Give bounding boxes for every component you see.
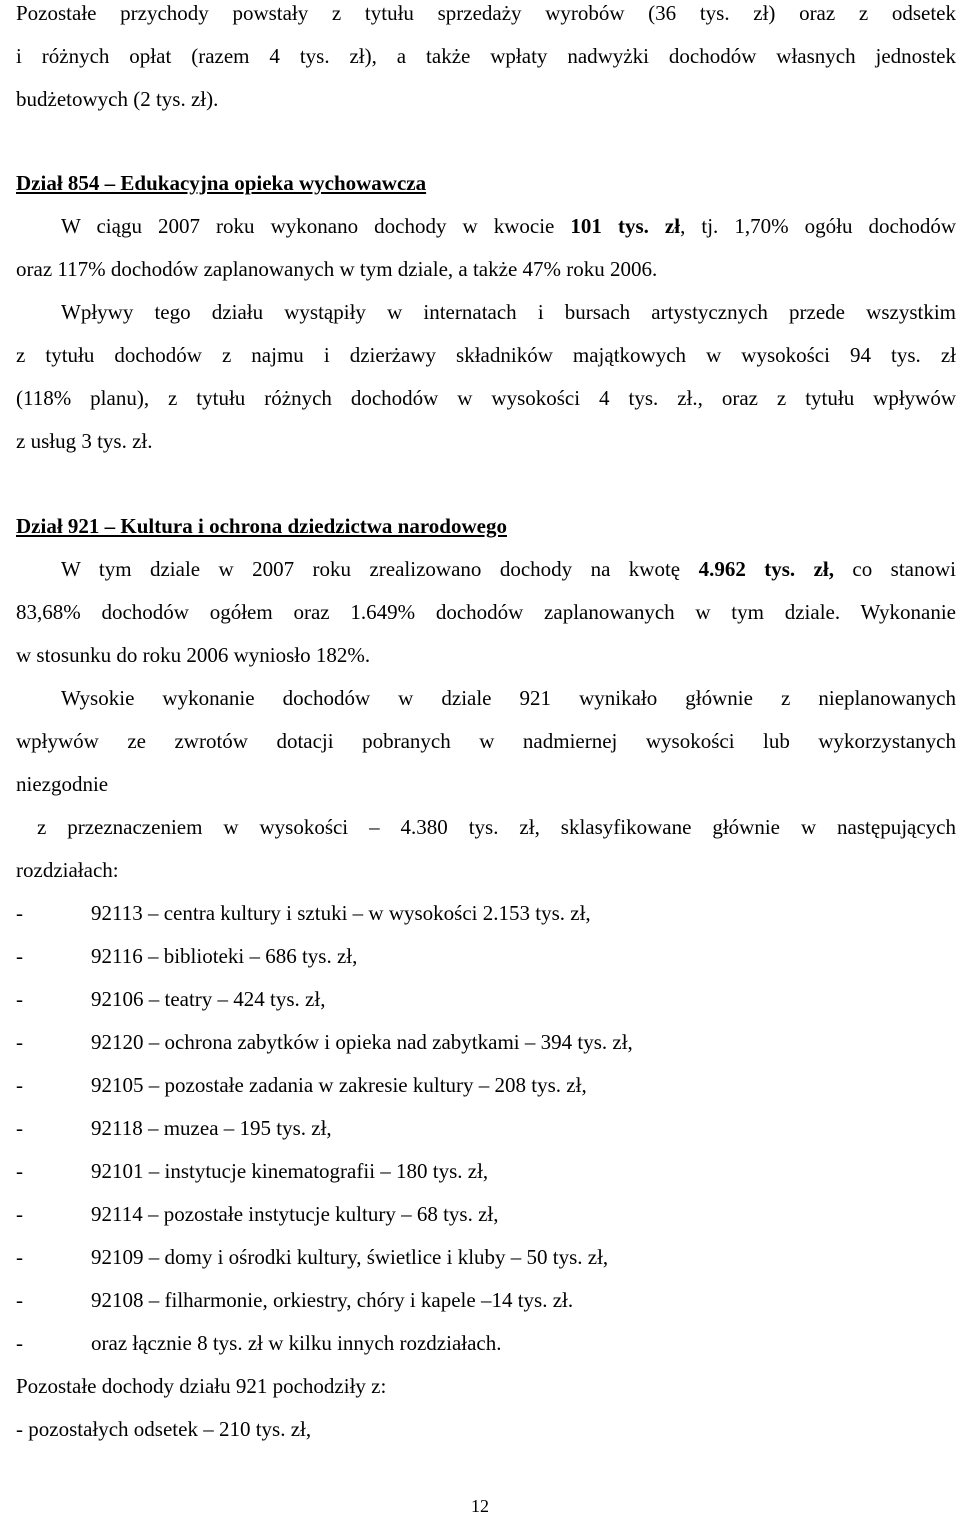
list-dash: - — [16, 1073, 23, 1097]
d854-p1-text-a: W ciągu 2007 roku wykonano dochody w kwocie — [61, 214, 571, 238]
list-dash: - — [16, 1331, 23, 1355]
d854-p1-line-2: oraz 117% dochodów zaplanowanych w tym dziale, a także 47% roku 2006. — [16, 257, 658, 281]
list-item — [16, 1028, 633, 1056]
list-item-text: 92113 – centra kultury i sztuki – w wysokości 2.153 tys. zł, — [91, 901, 591, 925]
intro-line-1: Pozostałe przychody powstały z tytułu sprzedaży wyrobów (36 tys. zł) oraz z odsetek — [16, 1, 956, 25]
list-item-text: 92120 – ochrona zabytków i opieka nad zabytkami – 394 tys. zł, — [91, 1030, 633, 1054]
list-dash: - — [16, 987, 23, 1011]
section-heading-921: Dział 921 – Kultura i ochrona dziedzictwa narodowego — [16, 514, 507, 538]
section-heading-854: Dział 854 – Edukacyjna opieka wychowawcza — [16, 171, 427, 195]
list-item — [16, 1114, 332, 1142]
list-item — [16, 1157, 488, 1185]
d854-p2-line-3: (118% planu), z tytułu różnych dochodów w wysokości 4 tys. zł., oraz z tytułu wpływów — [16, 386, 956, 410]
list-item — [16, 1286, 573, 1314]
d854-p1-line-1 — [61, 212, 956, 240]
list-item-text: 92105 – pozostałe zadania w zakresie kultury – 208 tys. zł, — [91, 1073, 587, 1097]
d921-p1-line-3: w stosunku do roku 2006 wyniosło 182%. — [16, 643, 371, 667]
d854-p2-line-2: z tytułu dochodów z najmu i dzierżawy składników majątkowych w wysokości 94 tys. zł — [16, 343, 956, 367]
list-item-text: 92109 – domy i ośrodki kultury, świetlice i kluby – 50 tys. zł, — [91, 1245, 609, 1269]
d921-p1-text-c: co stanowi — [834, 557, 957, 581]
list-item — [16, 1200, 499, 1228]
d854-p2-line-4: z usług 3 tys. zł. — [16, 429, 153, 453]
d921-amount: 4.962 tys. zł, — [698, 557, 834, 581]
list-dash: - — [16, 944, 23, 968]
d921-p1-line-1 — [61, 555, 956, 583]
list-dash: - — [16, 1288, 23, 1312]
list-dash: - — [16, 1202, 23, 1226]
d921-p2-line-5: rozdziałach: — [16, 858, 119, 882]
list-item-text: oraz łącznie 8 tys. zł w kilku innych rozdziałach. — [91, 1331, 502, 1355]
d921-p2-line-3: niezgodnie — [16, 772, 109, 796]
list-dash: - — [16, 1030, 23, 1054]
list-item-text: 92106 – teatry – 424 tys. zł, — [91, 987, 326, 1011]
d921-p3-line-2: - pozostałych odsetek – 210 tys. zł, — [16, 1417, 312, 1441]
d854-amount: 101 tys. zł — [570, 214, 681, 238]
list-item — [16, 985, 325, 1013]
list-dash: - — [16, 901, 23, 925]
d921-p2-line-1: Wysokie wykonanie dochodów w dziale 921 wynikało głównie z nieplanowanych — [61, 686, 956, 710]
list-dash: - — [16, 1245, 23, 1269]
list-dash: - — [16, 1159, 23, 1183]
d854-p2-line-1: Wpływy tego działu wystąpiły w internatach i bursach artystycznych przede wszystkim — [61, 300, 956, 324]
list-item — [16, 899, 591, 927]
list-item-text: 92101 – instytucje kinematografii – 180 tys. zł, — [91, 1159, 489, 1183]
list-item — [16, 1329, 502, 1357]
list-item-text: 92118 – muzea – 195 tys. zł, — [91, 1116, 332, 1140]
d921-p1-line-2: 83,68% dochodów ogółem oraz 1.649% dochodów zaplanowanych w tym dziale. Wykonanie — [16, 600, 956, 624]
intro-line-3: budżetowych (2 tys. zł). — [16, 87, 219, 111]
d921-p1-text-a: W tym dziale w 2007 roku zrealizowano dochody na kwotę — [61, 557, 699, 581]
list-item — [16, 942, 357, 970]
d921-p2-line-4: z przeznaczeniem w wysokości – 4.380 tys. zł, sklasyfikowane głównie w następujących — [16, 815, 956, 839]
list-item-text: 92108 – filharmonie, orkiestry, chóry i kapele –14 tys. zł. — [91, 1288, 574, 1312]
d921-p3-line-1: Pozostałe dochody działu 921 pochodziły z: — [16, 1374, 387, 1398]
d854-p1-text-c: , tj. 1,70% ogółu dochodów — [680, 214, 956, 238]
list-dash: - — [16, 1116, 23, 1140]
list-item-text: 92114 – pozostałe instytucje kultury – 68 tys. zł, — [91, 1202, 499, 1226]
list-item — [16, 1243, 608, 1271]
page-number: 12 — [471, 1496, 489, 1516]
d921-p2-line-2: wpływów ze zwrotów dotacji pobranych w nadmiernej wysokości lub wykorzystanych — [16, 729, 956, 753]
list-item-text: 92116 – biblioteki – 686 tys. zł, — [91, 944, 358, 968]
intro-line-2: i różnych opłat (razem 4 tys. zł), a także wpłaty nadwyżki dochodów własnych jednostek — [16, 44, 956, 68]
list-item — [16, 1071, 587, 1099]
